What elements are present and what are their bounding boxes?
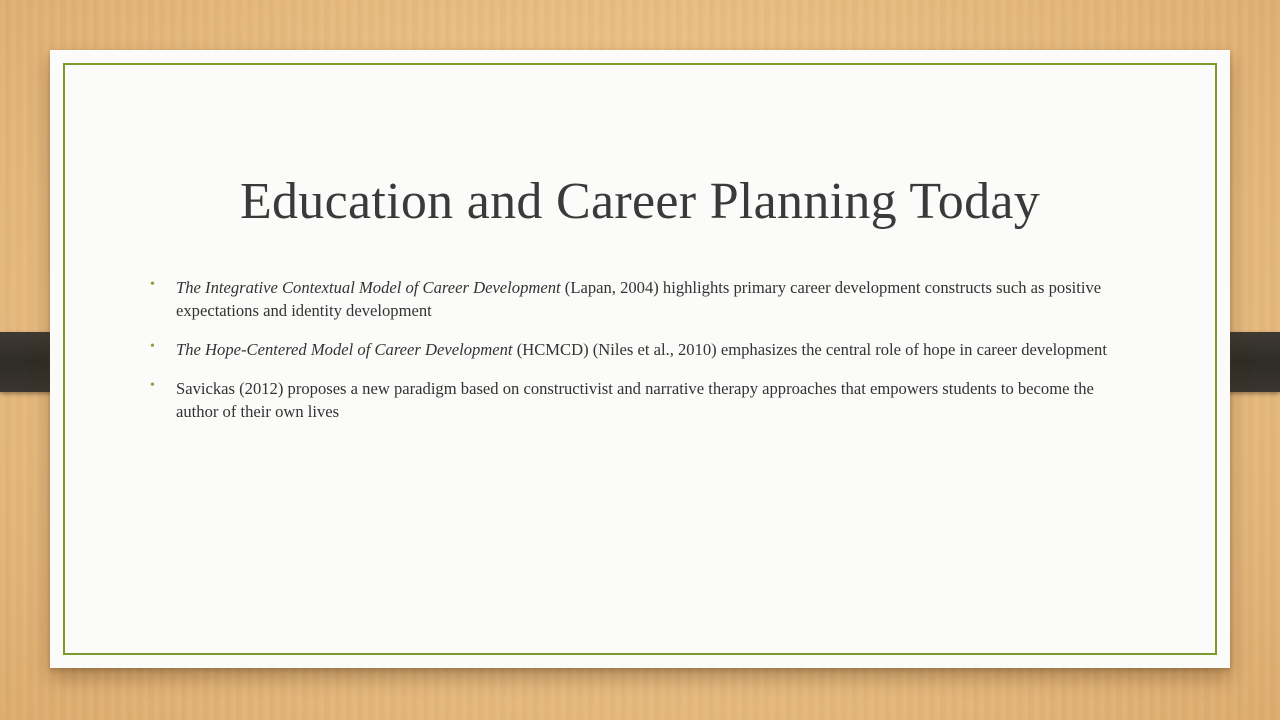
bullet-item-3: [150, 377, 1130, 423]
bullet-icon: •: [150, 277, 155, 292]
slide-title: Education and Career Planning Today: [239, 173, 1041, 230]
bullet-item-2: [150, 338, 1130, 361]
bullet-icon: •: [150, 339, 155, 354]
bullet-text: (HCMCD) (Niles et al., 2010) emphasizes the central role of hope in career development: [512, 340, 1107, 359]
slide-paper: [50, 50, 1230, 668]
bullet-italic-text: The Hope-Centered Model of Career Development: [176, 340, 513, 359]
bullet-item-1: [150, 276, 1130, 322]
bullet-text: Savickas (2012) proposes a new paradigm based on constructivist and narrative therapy approaches that empowers students to become the author of their own lives: [176, 379, 1094, 421]
bullet-text: (Lapan, 2004) highlights primary career development constructs such as positive expectations and identity development: [176, 278, 1102, 320]
bullet-italic-text: The Integrative Contextual Model of Career Development: [176, 278, 561, 297]
bullet-list: [150, 276, 1130, 439]
bullet-icon: •: [150, 378, 155, 393]
